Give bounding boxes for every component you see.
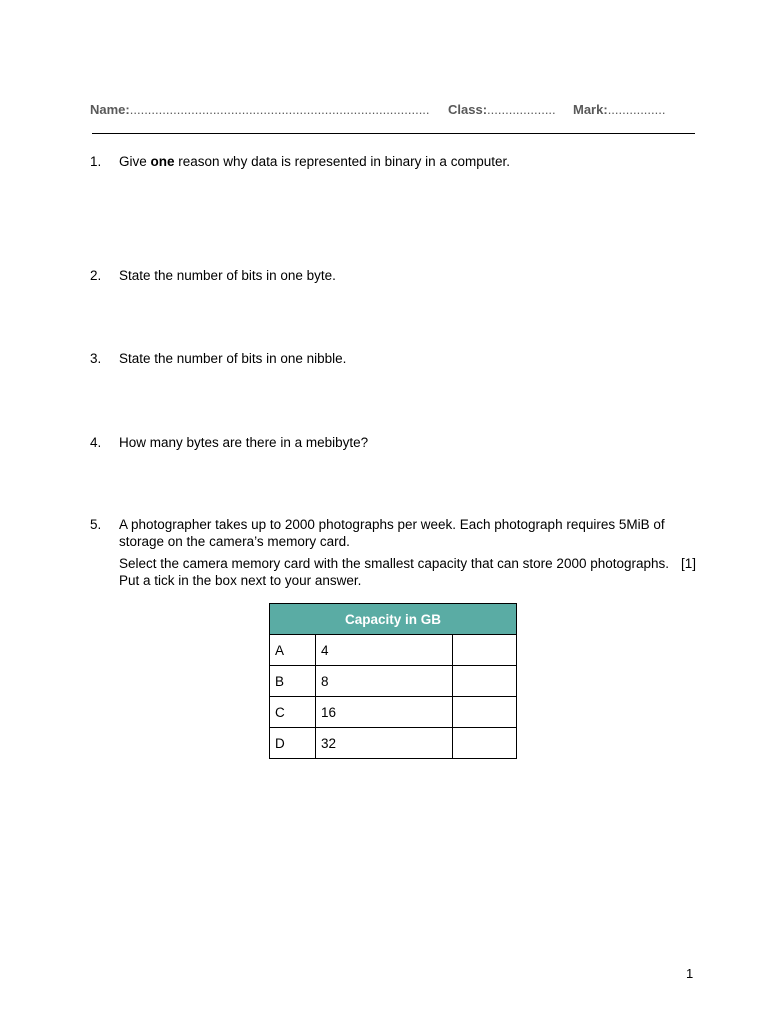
question-instruction <box>119 555 696 589</box>
question-text-post: reason why data is represented in binary in a computer. <box>174 154 510 169</box>
question-body <box>119 516 696 589</box>
marks-allocation: [1] <box>680 556 696 571</box>
mark-dots: ................ <box>607 102 666 117</box>
option-letter: A <box>270 635 316 666</box>
option-capacity: 8 <box>316 666 453 697</box>
tick-box[interactable] <box>453 728 517 759</box>
question-2 <box>90 267 696 284</box>
question-text <box>119 153 696 170</box>
table-row <box>270 697 517 728</box>
option-capacity: 4 <box>316 635 453 666</box>
header-divider <box>92 133 695 134</box>
tick-box[interactable] <box>453 666 517 697</box>
question-4 <box>90 434 696 451</box>
question-number: 2. <box>90 268 102 283</box>
question-number: 1. <box>90 154 102 169</box>
class-dots: ................... <box>487 102 556 117</box>
question-number: 4. <box>90 435 102 450</box>
table-header: Capacity in GB <box>270 604 517 635</box>
question-text: State the number of bits in one byte. <box>119 268 336 283</box>
question-number: 3. <box>90 351 102 366</box>
question-text-pre: Give <box>119 154 151 169</box>
question-text: A photographer takes up to 2000 photographs per week. Each photograph requires 5MiB of storage on the camera’s memory card. <box>119 517 665 549</box>
mark-field[interactable] <box>573 102 665 117</box>
tick-box[interactable] <box>453 635 517 666</box>
name-field[interactable] <box>90 102 430 117</box>
name-dots: ................................................................................... <box>129 102 430 117</box>
table-row <box>270 635 517 666</box>
option-capacity: 16 <box>316 697 453 728</box>
question-text: How many bytes are there in a mebibyte? <box>119 435 369 450</box>
option-letter: B <box>270 666 316 697</box>
class-field[interactable] <box>448 102 556 117</box>
question-instruction-text: Select the camera memory card with the smallest capacity that can store 2000 photographs. Put a tick in the box next to your answer. <box>119 556 670 588</box>
question-text: State the number of bits in one nibble. <box>119 351 347 366</box>
question-3 <box>90 350 696 367</box>
table-row <box>270 728 517 759</box>
tick-box[interactable] <box>453 697 517 728</box>
option-capacity: 32 <box>316 728 453 759</box>
page-number: 1 <box>686 966 694 981</box>
class-label: Class: <box>448 102 488 117</box>
question-1 <box>90 153 696 170</box>
mark-label: Mark: <box>573 102 608 117</box>
question-text-emphasis: one <box>150 154 175 169</box>
table-header-row <box>270 604 517 635</box>
option-letter: D <box>270 728 316 759</box>
question-5 <box>90 516 696 589</box>
table-row <box>270 666 517 697</box>
name-label: Name: <box>90 102 130 117</box>
question-number: 5. <box>90 517 102 532</box>
option-letter: C <box>270 697 316 728</box>
capacity-table <box>269 603 517 759</box>
